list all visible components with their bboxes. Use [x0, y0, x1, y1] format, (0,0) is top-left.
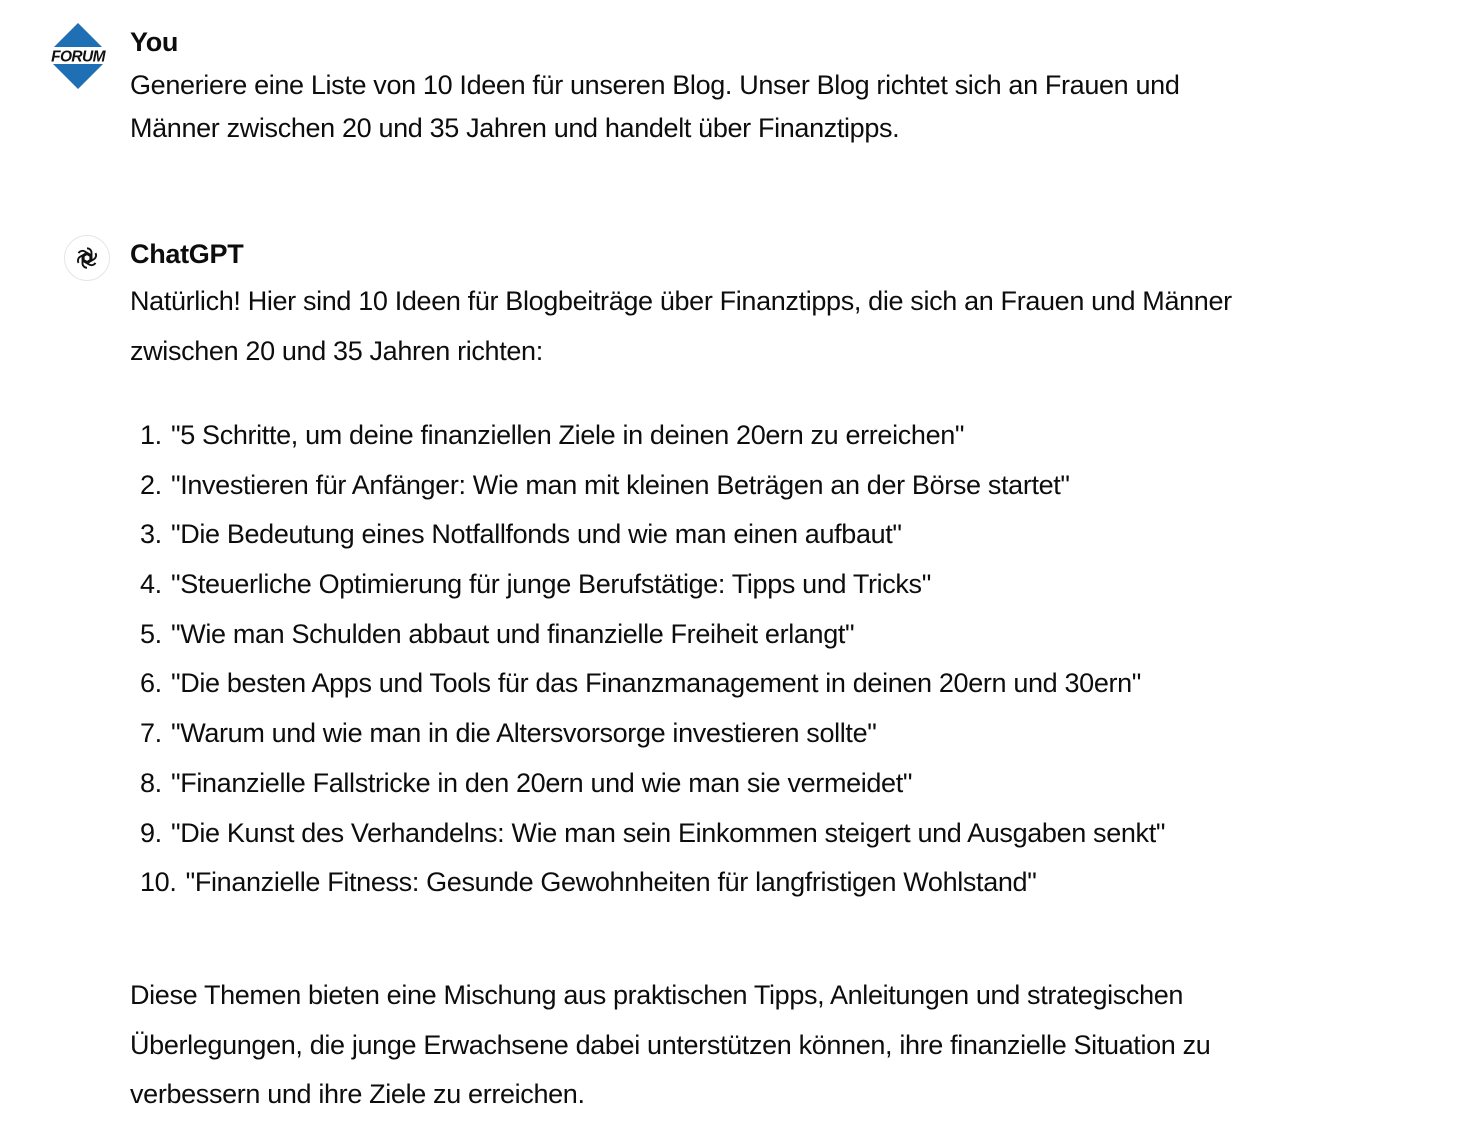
list-item-text: "5 Schritte, um deine finanziellen Ziele in deinen 20ern zu erreichen": [170, 420, 965, 450]
list-item: [140, 411, 1165, 461]
assistant-outro-line: Überlegungen, die junge Erwachsene dabei unterstützen können, ihre finanzielle Situation zu: [130, 1029, 1211, 1060]
list-item: [140, 610, 1165, 660]
list-item: [140, 560, 1165, 610]
list-item-number: 6.: [140, 668, 162, 699]
assistant-avatar: [64, 235, 110, 281]
assistant-outro-line: verbessern und ihre Ziele zu erreichen.: [130, 1079, 585, 1109]
list-item-text: "Finanzielle Fitness: Gesunde Gewohnheiten für langfristigen Wohlstand": [185, 867, 1037, 898]
list-item-text: "Wie man Schulden abbaut und finanzielle Freiheit erlangt": [170, 618, 855, 649]
list-item-text: "Die besten Apps und Tools für das Finanzmanagement in deinen 20ern und 30ern": [170, 668, 1142, 699]
assistant-intro-line: zwischen 20 und 35 Jahren richten:: [130, 336, 543, 366]
assistant-outro: [130, 971, 1210, 1120]
list-item: [140, 858, 1165, 908]
list-item: [140, 659, 1165, 709]
forum-logo-icon: [44, 22, 112, 90]
assistant-author-name: ChatGPT: [130, 239, 244, 269]
list-item-text: "Investieren für Anfänger: Wie man mit kleinen Beträgen an der Börse startet": [170, 469, 1070, 500]
list-item-number: 2.: [140, 469, 162, 500]
svg-text:FORUM: FORUM: [51, 48, 105, 66]
list-item: [140, 709, 1165, 759]
list-item-text: "Warum und wie man in die Altersvorsorge investieren sollte": [170, 718, 877, 749]
list-item: [140, 461, 1165, 511]
list-item-number: 10.: [140, 867, 177, 898]
list-item-text: "Die Bedeutung eines Notfallfonds und wie man einen aufbaut": [170, 519, 902, 550]
list-item-number: 9.: [140, 817, 162, 848]
list-item-number: 7.: [140, 718, 162, 749]
assistant-intro-line: Natürlich! Hier sind 10 Ideen für Blogbeiträge über Finanztipps, die sich an Frauen und Männer: [130, 286, 1232, 316]
list-item: [140, 510, 1165, 560]
user-message-line: Männer zwischen 20 und 35 Jahren und handelt über Finanztipps.: [130, 113, 900, 143]
user-message-line: Generiere eine Liste von 10 Ideen für unseren Blog. Unser Blog richtet sich an Frauen und: [130, 70, 1180, 100]
list-item-number: 4.: [140, 569, 162, 600]
user-author-name: You: [130, 27, 179, 57]
list-item-number: 5.: [140, 618, 162, 649]
blog-ideas-list: [140, 411, 1165, 908]
list-item: [140, 809, 1165, 859]
user-message-text: [130, 64, 1330, 150]
list-item-number: 1.: [140, 420, 162, 450]
list-item-number: 8.: [140, 767, 162, 798]
list-item: [140, 759, 1165, 809]
list-item-text: "Die Kunst des Verhandelns: Wie man sein Einkommen steigert und Ausgaben senkt": [170, 817, 1166, 848]
assistant-outro-line: Diese Themen bieten eine Mischung aus praktischen Tipps, Anleitungen und strategischen: [130, 980, 1184, 1010]
list-item-text: "Finanzielle Fallstricke in den 20ern und wie man sie vermeidet": [170, 767, 913, 798]
list-item-number: 3.: [140, 519, 162, 550]
assistant-intro: [130, 276, 1232, 376]
list-item-text: "Steuerliche Optimierung für junge Berufstätige: Tipps und Tricks": [170, 569, 931, 600]
openai-logo-icon: [72, 243, 102, 273]
user-avatar: [44, 22, 112, 90]
